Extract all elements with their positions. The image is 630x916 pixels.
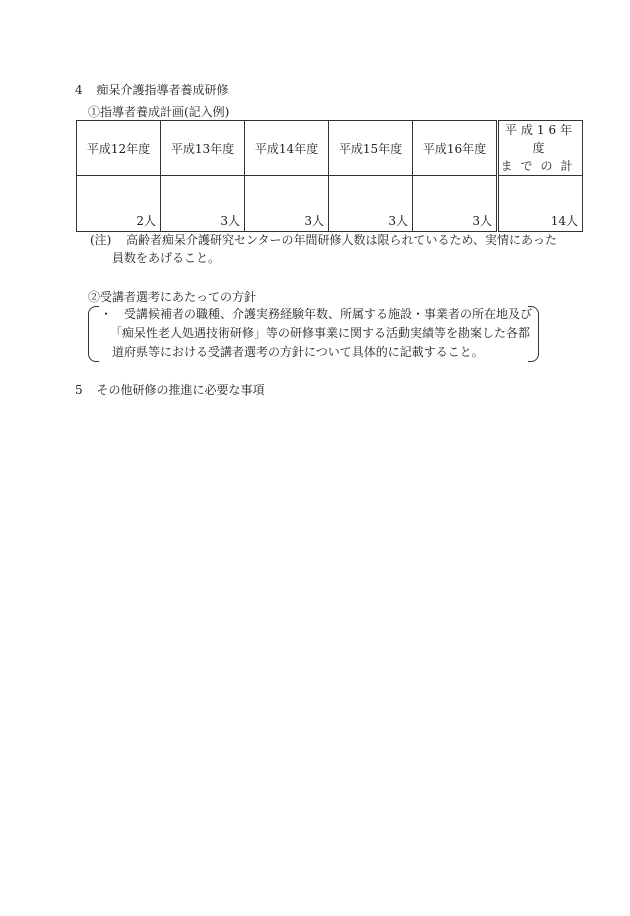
section-number: 5 xyxy=(75,383,83,397)
policy-line-3: 道府県等における受講者選考の方針について具体的に記載すること。 xyxy=(112,345,484,359)
value-cell: 3人 xyxy=(245,176,329,232)
policy-heading: ②受講者選考にあたっての方針 xyxy=(88,290,257,304)
section-number: 4 xyxy=(75,83,83,97)
total-header-cell xyxy=(498,121,583,176)
value-cell: 3人 xyxy=(329,176,413,232)
header-cell: 平成12年度 xyxy=(77,121,161,176)
section-title: 痴呆介護指導者養成研修 xyxy=(96,83,229,97)
header-cell: 平成16年度 xyxy=(413,121,498,176)
value-cell: 3人 xyxy=(161,176,245,232)
header-cell: 平成13年度 xyxy=(161,121,245,176)
value-cell: 2人 xyxy=(77,176,161,232)
section-5-heading xyxy=(75,384,264,396)
note-line-2: 員数をあげること。 xyxy=(112,251,221,265)
section-title: その他研修の推進に必要な事項 xyxy=(96,383,265,397)
training-plan-table xyxy=(76,120,583,232)
value-cell: 3人 xyxy=(413,176,498,232)
policy-line-1: 受講候補者の職種、介護実務経験年数、所属する施設・事業者の所在地及び xyxy=(124,307,533,321)
total-value-cell: 14人 xyxy=(498,176,583,232)
table-row xyxy=(77,176,583,232)
header-cell: 平成15年度 xyxy=(329,121,413,176)
policy-line-2: 「痴呆性老人処遇技術研修」等の研修事業に関する活動実績等を勘案した各都 xyxy=(110,326,531,340)
table-header-row xyxy=(77,121,583,176)
left-bracket xyxy=(88,306,99,362)
total-header-line1: 平成16年度 xyxy=(504,123,577,155)
table-caption: ①指導者養成計画(記入例) xyxy=(88,105,230,119)
header-cell: 平成14年度 xyxy=(245,121,329,176)
bullet: ・ xyxy=(100,307,113,321)
note-line-1: 高齢者痴呆介護研究センターの年間研修人数は限られているため、実情にあった xyxy=(126,233,557,247)
note-label: (注) xyxy=(90,233,112,247)
total-header-line2: までの計 xyxy=(500,159,581,173)
section-4-heading xyxy=(75,84,228,96)
